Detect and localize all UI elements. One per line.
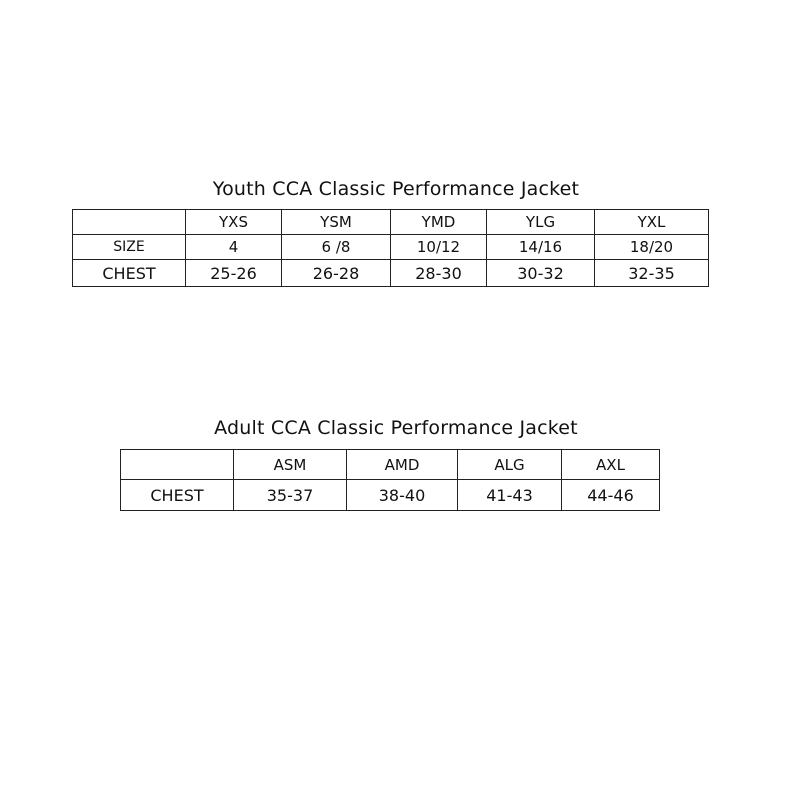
table-cell: 4 bbox=[186, 235, 282, 260]
table-header-row bbox=[121, 450, 660, 480]
youth-size-table bbox=[72, 209, 709, 287]
header-cell-asm: ASM bbox=[234, 450, 347, 480]
table-cell: 14/16 bbox=[487, 235, 595, 260]
table-cell: 32-35 bbox=[595, 260, 709, 287]
table-cell: 30-32 bbox=[487, 260, 595, 287]
table-cell: 44-46 bbox=[562, 480, 660, 511]
header-cell-empty bbox=[73, 210, 186, 235]
table-row-size bbox=[73, 235, 709, 260]
table-row-chest bbox=[73, 260, 709, 287]
youth-chart-title: Youth CCA Classic Performance Jacket bbox=[212, 178, 580, 200]
header-cell-ylg: YLG bbox=[487, 210, 595, 235]
header-cell-ysm: YSM bbox=[282, 210, 391, 235]
row-label: SIZE bbox=[73, 235, 186, 260]
row-label: CHEST bbox=[73, 260, 186, 287]
table-cell: 10/12 bbox=[391, 235, 487, 260]
header-cell-amd: AMD bbox=[347, 450, 458, 480]
table-cell: 18/20 bbox=[595, 235, 709, 260]
header-cell-yxl: YXL bbox=[595, 210, 709, 235]
table-cell: 28-30 bbox=[391, 260, 487, 287]
table-cell: 25-26 bbox=[186, 260, 282, 287]
table-cell: 6 /8 bbox=[282, 235, 391, 260]
table-cell: 26-28 bbox=[282, 260, 391, 287]
adult-chart-title: Adult CCA Classic Performance Jacket bbox=[214, 417, 578, 439]
header-cell-axl: AXL bbox=[562, 450, 660, 480]
row-label: CHEST bbox=[121, 480, 234, 511]
table-cell: 38-40 bbox=[347, 480, 458, 511]
table-cell: 41-43 bbox=[458, 480, 562, 511]
table-cell: 35-37 bbox=[234, 480, 347, 511]
header-cell-yxs: YXS bbox=[186, 210, 282, 235]
header-cell-empty bbox=[121, 450, 234, 480]
header-cell-ymd: YMD bbox=[391, 210, 487, 235]
header-cell-alg: ALG bbox=[458, 450, 562, 480]
table-row-chest bbox=[121, 480, 660, 511]
table-header-row bbox=[73, 210, 709, 235]
adult-size-table bbox=[120, 449, 660, 511]
